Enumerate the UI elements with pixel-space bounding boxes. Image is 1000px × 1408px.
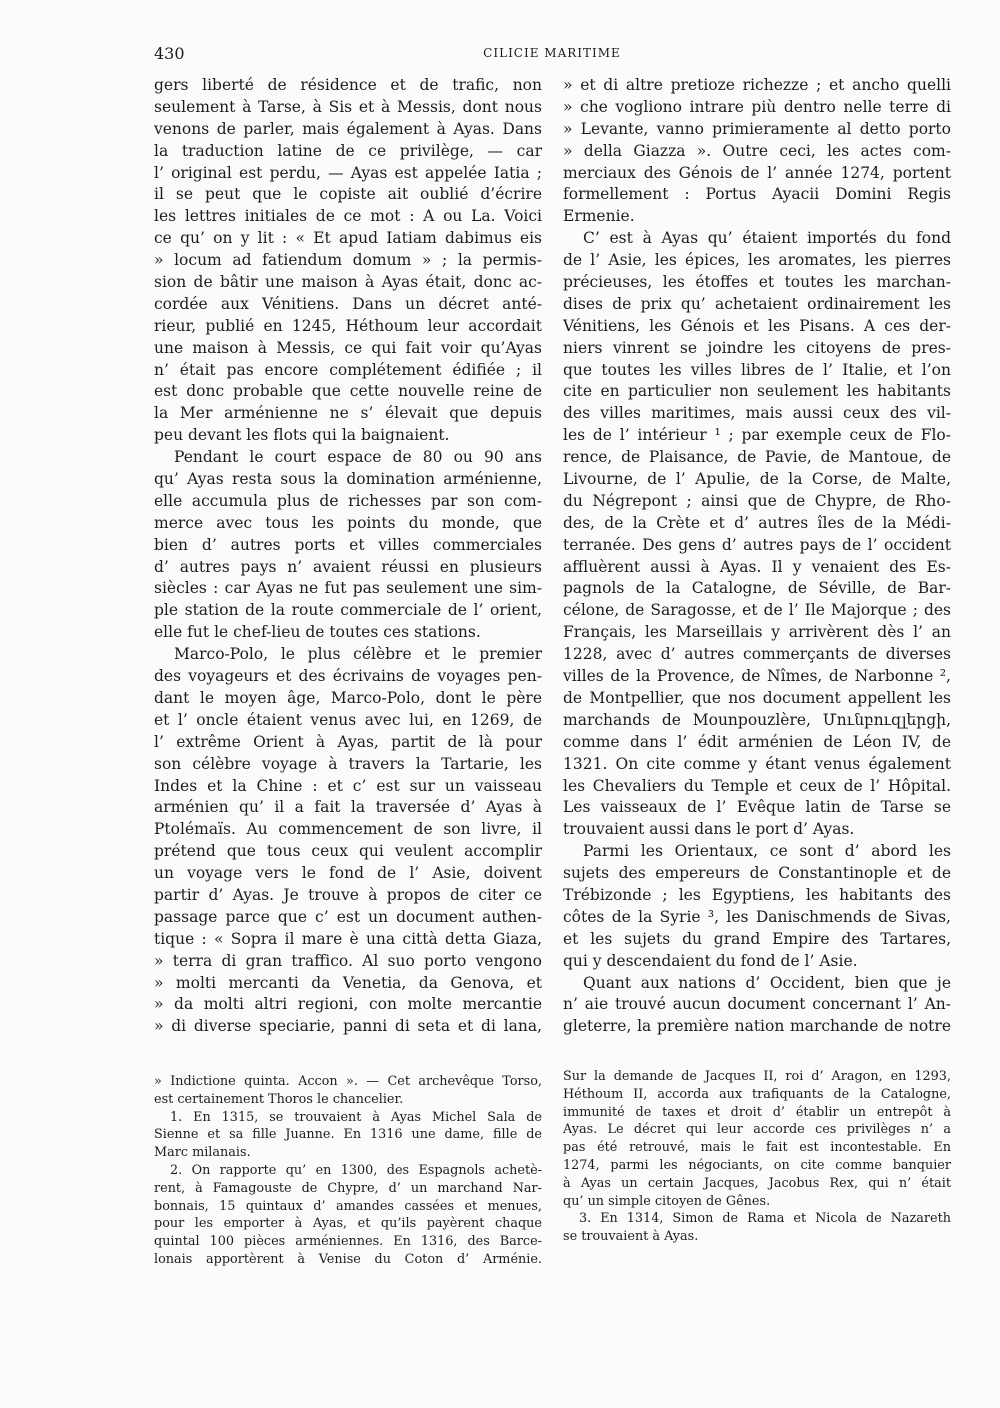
text-line: Indes et la Chine : et c’ est sur un vaisseau: [154, 776, 542, 795]
text-line: des voyageurs et des écrivains de voyages pen-: [154, 667, 542, 686]
text-line: » da molti altri regioni, con molte mercantie: [154, 995, 542, 1014]
text-line: partir d’ Ayas. Je trouve à propos de citer ce: [154, 885, 542, 904]
text-line: qu’ un simple citoyen de Gênes.: [563, 1193, 771, 1209]
text-line: les Chevaliers du Temple et ceux de l’ Hôpital.: [563, 776, 951, 795]
text-line: gers liberté de résidence et de trafic, non: [154, 76, 542, 94]
text-line: est certainement Thoros le chancelier.: [154, 1091, 404, 1107]
text-line: » terra di gran traffico. Al suo porto vengono: [154, 951, 542, 970]
running-title: CILICIE MARITIME: [483, 46, 621, 60]
body-column-right: [563, 75, 951, 1038]
text-line: » della Giazza ». Outre ceci, les actes com-: [563, 141, 951, 160]
text-line: n’ aie trouvé aucun document concernant l’ An-: [563, 995, 951, 1014]
text-line: l’ original est perdu, — Ayas est appelée Iatia ;: [154, 163, 542, 182]
body-column-left: [154, 75, 542, 1038]
text-line: » Indictione quinta. Accon ». — Cet archevêque Torso,: [154, 1074, 542, 1089]
text-line: tique : « Sopra il mare è una città detta Giaza,: [154, 929, 542, 948]
text-line: que toutes les villes libres de l’ Italie, et l’on: [563, 360, 951, 379]
text-line: Livourne, de l’ Apulie, de la Corse, de Malte,: [563, 470, 951, 489]
text-line: rent, à Famagouste de Chypre, d’ un marchand Nar-: [154, 1180, 542, 1196]
text-line: des villes maritimes, mais aussi ceux des vil-: [563, 404, 951, 423]
text-line: 1321. On cite comme y étant venus également: [563, 754, 951, 773]
text-line: pagnols de la Catalogne, de Séville, de Bar-: [563, 579, 951, 598]
text-line: comme dans l’ édit arménien de Léon IV, de: [563, 732, 951, 751]
text-line: rieur, publié en 1245, Héthoum leur accordait: [154, 316, 542, 335]
text-line: immunité de taxes et droit d’ établir un entrepôt à: [563, 1104, 951, 1120]
text-line: Marc milanais.: [154, 1145, 251, 1161]
text-line: trouvaient aussi dans le port d’ Ayas.: [563, 820, 855, 839]
text-line: elle accumula plus de richesses par son com-: [154, 491, 542, 510]
text-line: bien d’ autres ports et villes commerciales: [154, 535, 542, 554]
text-line: qu’ Ayas resta sous la domination arménienne,: [154, 470, 542, 489]
text-line: une maison à Messis, ce qui fait voir qu’Ayas: [154, 338, 542, 357]
text-line: passage parce que c’ est un document authen-: [154, 907, 542, 926]
text-line: 1274, parmi les négociants, on cite comme banquier: [563, 1157, 951, 1173]
page-header: [154, 44, 950, 68]
text-line: 3. En 1314, Simon de Rama et Nicola de Nazareth: [579, 1211, 951, 1227]
text-line: Ptolémaïs. Au commencement de son livre, il: [154, 820, 542, 839]
text-line: Héthoum II, accorda aux trafiquants de la Catalogne,: [563, 1086, 951, 1102]
text-line: Pendant le court espace de 80 ou 90 ans: [174, 448, 542, 467]
text-line: Français, les Marseillais y arrivèrent dès l’ an: [563, 623, 951, 642]
text-line: terranée. Des gens d’ autres pays de l’ occident: [563, 535, 951, 554]
text-line: Sienne et sa fille Juanne. En 1316 une dame, fille de: [154, 1127, 542, 1143]
text-line: marchands de Mounpouzlère, Մունբուզլերցի,: [563, 710, 951, 729]
text-line: » locum ad fatiendum domum » ; la permis-: [154, 251, 542, 270]
text-line: » Levante, vanno primieramente al detto porto: [563, 119, 951, 138]
text-line: la traduction latine de ce privilège, — car: [154, 141, 542, 160]
text-line: Sur la demande de Jacques II, roi d’ Aragon, en 1293,: [563, 1069, 951, 1084]
text-line: » che vogliono intrare più dentro nelle terre di: [563, 97, 951, 116]
text-line: qui y descendaient du fond de l’ Asie.: [563, 951, 858, 970]
text-line: de Montpellier, que nos document appellent les: [563, 688, 951, 707]
text-line: la Mer arménienne ne s’ élevait que depuis: [154, 404, 542, 423]
text-line: les lettres initiales de ce mot : A ou La. Voici: [154, 207, 542, 226]
text-line: gleterre, la première nation marchande de notre: [563, 1017, 951, 1036]
text-line: dises de prix qu’ achetaient ordinairement les: [563, 294, 951, 313]
text-line: côtes de la Syrie ³, les Danischmends de Sivas,: [563, 907, 951, 926]
text-line: ce qu’ on y lit : « Et apud Iatiam dabimus eis: [154, 229, 542, 248]
text-line: elle fut le chef-lieu de toutes ces stations.: [154, 623, 481, 642]
text-line: se trouvaient à Ayas.: [563, 1229, 699, 1245]
text-line: quintal 100 pièces arméniennes. En 1316, des Barce-: [154, 1234, 542, 1250]
text-line: son célèbre voyage à travers la Tartarie, les: [154, 754, 542, 773]
text-line: dant le moyen âge, Marco-Polo, dont le père: [154, 688, 542, 707]
text-line: lonais apportèrent à Venise du Coton d’ Arménie.: [154, 1251, 542, 1267]
text-line: Marco-Polo, le plus célèbre et le premier: [174, 645, 542, 664]
text-line: et les sujets du grand Empire des Tartares,: [563, 929, 951, 948]
footnotes-right: [563, 1068, 951, 1246]
text-line: précieuses, les étoffes et toutes les marchan-: [563, 273, 951, 292]
text-line: du Négrepont ; ainsi que de Chypre, de Rho-: [563, 491, 951, 510]
text-line: Quant aux nations d’ Occident, bien que je: [583, 973, 951, 992]
page-number: 430: [154, 44, 185, 63]
text-line: C’ est à Ayas qu’ étaient importés du fond: [583, 229, 951, 248]
text-line: un voyage vers le fond de l’ Asie, doivent: [154, 864, 542, 883]
text-line: bonnais, 15 quintaux d’ amandes cassées et menues,: [154, 1198, 542, 1214]
text-line: il se peut que le copiste ait oublié d’écrire: [154, 185, 542, 204]
text-line: Trébizonde ; les Egyptiens, les habitants des: [563, 885, 951, 904]
text-line: arménien qu’ il a fait la traversée d’ Ayas à: [154, 798, 542, 817]
text-line: sujets des empereurs de Constantinople et de: [563, 864, 951, 883]
text-line: niers vinrent se joindre les citoyens de pres-: [563, 338, 951, 357]
text-line: peu devant les flots qui la baignaient.: [154, 426, 450, 445]
text-line: ple station de la route commerciale de l’ orient,: [154, 601, 542, 620]
text-line: cite en particulier non seulement les habitants: [563, 382, 951, 401]
text-line: » et di altre pretioze richezze ; et ancho quelli: [563, 76, 951, 94]
text-line: sion de bâtir une maison à Ayas était, donc ac-: [154, 273, 542, 292]
text-line: formellement : Portus Ayacii Domini Regis: [563, 185, 951, 204]
text-line: 2. On rapporte qu’ en 1300, des Espagnols achetè-: [170, 1162, 542, 1178]
text-line: n’ était pas encore complétement édifiée ; il: [154, 360, 542, 379]
text-line: des, de la Crète et d’ autres îles de la Médi-: [563, 513, 951, 532]
text-line: 1228, avec d’ autres commerçants de diverses: [563, 645, 951, 664]
text-line: merce avec tous les points du monde, que: [154, 513, 542, 532]
text-line: rence, de Plaisance, de Pavie, de Mantoue, de: [563, 448, 951, 467]
text-line: merciaux des Génois de l’ année 1274, portent: [563, 163, 951, 182]
text-line: d’ autres pays n’ avaient réussi en plusieurs: [154, 557, 542, 576]
text-line: venons de parler, mais également à Ayas. Dans: [154, 119, 542, 138]
text-line: affluèrent aussi à Ayas. Il y venaient des Es-: [563, 557, 951, 576]
text-line: Vénitiens, les Génois et les Pisans. A ces der-: [563, 316, 951, 335]
text-line: Parmi les Orientaux, ce sont d’ abord les: [583, 842, 951, 861]
text-line: est donc probable que cette nouvelle reine de: [154, 382, 542, 401]
text-line: cordée aux Vénitiens. Dans un décret anté-: [154, 294, 542, 313]
text-line: et l’ oncle étaient venus avec lui, en 1269, de: [154, 710, 542, 729]
text-line: Ayas. Le décret qui leur accorde ces privilèges n’ a: [563, 1122, 951, 1138]
footnotes-left: [154, 1073, 542, 1269]
text-line: pas été retrouvé, mais le fait est incontestable. En: [563, 1140, 951, 1156]
text-line: villes de la Provence, de Nîmes, de Narbonne ²,: [563, 667, 951, 686]
text-line: célone, de Saragosse, et de l’ Ile Majorque ; des: [563, 601, 951, 620]
text-line: Ermenie.: [563, 207, 635, 226]
text-line: prétend que tous ceux qui veulent accomplir: [154, 842, 542, 861]
text-line: Les vaisseaux de l’ Evêque latin de Tarse se: [563, 798, 951, 817]
text-line: les de l’ intérieur ¹ ; par exemple ceux de Flo-: [563, 426, 951, 445]
text-line: de l’ Asie, les épices, les aromates, les pierres: [563, 251, 951, 270]
text-line: 1. En 1315, se trouvaient à Ayas Michel Sala de: [170, 1109, 542, 1125]
text-line: pour les emporter à Ayas, et qu’ils payèrent chaque: [154, 1216, 542, 1232]
text-line: l’ extrême Orient à Ayas, partit de là pour: [154, 732, 542, 751]
text-line: seulement à Tarse, à Sis et à Messis, dont nous: [154, 97, 542, 116]
text-line: siècles : car Ayas ne fut pas seulement une sim-: [154, 579, 542, 598]
text-line: à Ayas un certain Jacques, Jacobus Rex, qui n’ était: [563, 1175, 951, 1191]
text-line: » di diverse speciarie, panni di seta et di lana,: [154, 1017, 542, 1036]
text-line: » molti mercanti da Venetia, da Genova, et: [154, 973, 542, 992]
